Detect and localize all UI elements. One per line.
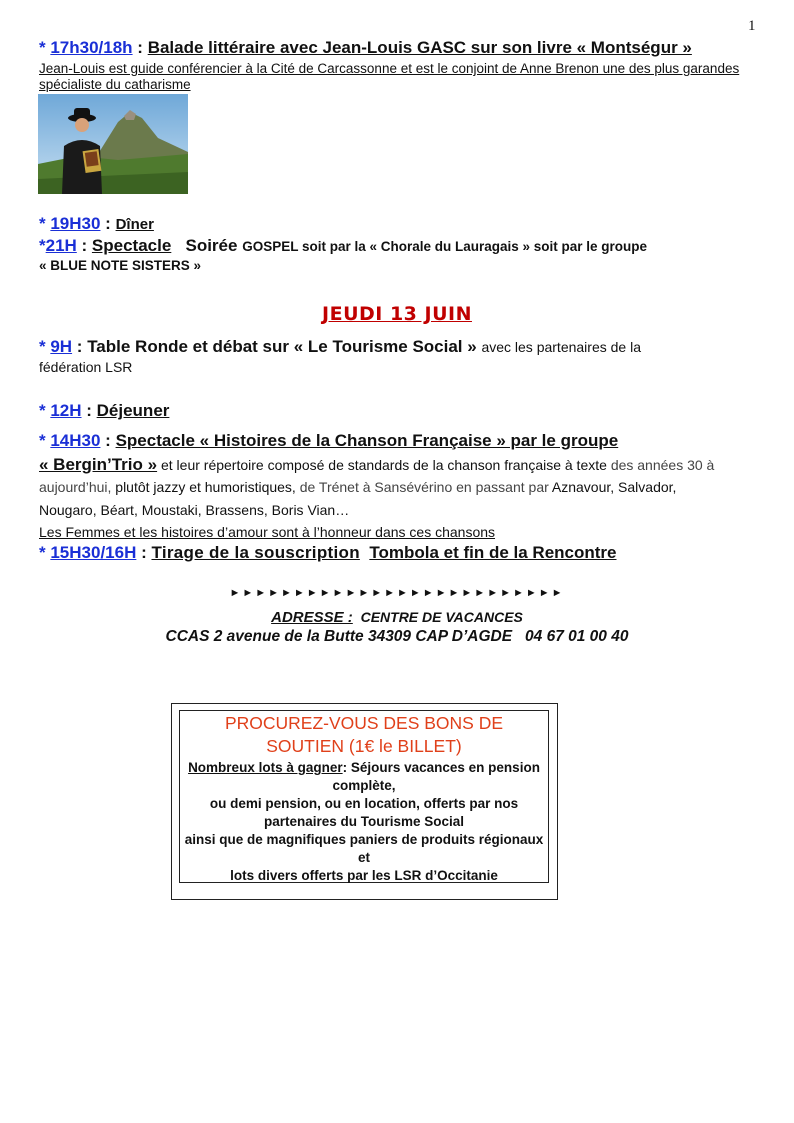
chanson-line-2b: des années 30 à — [610, 457, 715, 473]
chanson-time: 14H30 — [50, 431, 101, 450]
chanson-line-2 — [39, 455, 714, 475]
box-line-4: partenaires du Tourisme Social — [263, 814, 465, 829]
box-line-5: ainsi que de magnifiques paniers de produits régionaux et — [184, 832, 544, 865]
chanson-line-3d: à Sansévérino en passant par — [362, 479, 549, 495]
address-line-1 — [0, 609, 794, 626]
box-line-2: complète, — [332, 778, 396, 793]
chanson-title: Spectacle « Histoires de la Chanson Française » par le groupe — [115, 431, 619, 450]
chanson-line-4: Nougaro, Béart, Moustaki, Brassens, Boris Vian… — [39, 502, 350, 518]
table-ronde-rest: avec les partenaires de la — [481, 339, 641, 355]
spectacle-line: *21H : Spectacle Soirée GOSPEL soit par la « Chorale du Lauragais » soit par le groupe — [39, 236, 648, 255]
address-phone: 04 67 01 00 40 — [525, 628, 629, 645]
spectacle-detail: GOSPEL soit par la « Chorale du Lauragais » soit par le groupe — [242, 239, 648, 254]
chanson-line-3e: Aznavour, Salvador, — [551, 479, 677, 495]
dejeuner-time: 12H — [50, 401, 82, 420]
chanson-line-3 — [39, 479, 676, 495]
chanson-line-3b: plutôt jazzy et humoristiques, — [115, 479, 296, 495]
bullet: * — [39, 38, 51, 57]
tirage-title-2: Tombola et fin de la Rencontre — [369, 543, 617, 562]
chanson-line-3c: de Trénet — [299, 479, 359, 495]
spectacle-detail-2: « BLUE NOTE SISTERS » — [39, 258, 202, 273]
diner-title: Dîner — [115, 216, 154, 233]
box-line-1-text: : Séjours vacances en pension — [342, 760, 540, 775]
soiree-label: Soirée — [185, 236, 238, 255]
page-number: 1 — [748, 18, 756, 34]
dejeuner-title: Déjeuner — [96, 401, 170, 420]
address-label: ADRESSE : — [271, 609, 353, 626]
address-line-2 — [0, 628, 794, 646]
box-body — [180, 759, 548, 885]
chanson-group: « Bergin’Trio » — [39, 455, 158, 474]
box-line-1 — [180, 759, 548, 777]
tirage-title: Tirage de la souscription — [151, 543, 360, 562]
tirage-time: 15H30/16H — [50, 543, 137, 562]
chanson-line-2a: et leur répertoire composé de standards de la chanson française à texte — [160, 457, 607, 473]
chanson-line-5: Les Femmes et les histoires d’amour sont à l’honneur dans ces chansons — [39, 524, 496, 540]
table-ronde-rest-2: fédération LSR — [39, 359, 133, 375]
address-street: CCAS 2 avenue de la Butte 34309 CAP D’AGDE — [165, 628, 513, 645]
spectacle-label: Spectacle — [91, 236, 172, 255]
balade-description: Jean-Louis est guide conférencier à la Cité de Carcassonne et est le conjoint de Anne Brenon une des plus garandes spécialiste du catharisme — [39, 61, 740, 92]
diner-time: 19H30 — [50, 214, 101, 233]
balade-title: Balade littéraire avec Jean-Louis GASC sur son livre « Montségur » — [147, 38, 692, 57]
day-heading: JEUDI 13 JUIN — [322, 303, 472, 325]
tirage-line: * 15H30/16H : Tirage de la souscription Tombola et fin de la Rencontre — [39, 543, 617, 562]
table-ronde-time: 9H — [50, 337, 73, 356]
table-ronde-title: Table Ronde et débat sur « Le Tourisme Social » — [87, 337, 477, 356]
diner-line: * 19H30 : Dîner — [39, 214, 154, 233]
dejeuner-line: * 12H : Déjeuner — [39, 401, 170, 420]
photo-illustration — [38, 94, 188, 194]
box-title-1: PROCUREZ-VOUS DES BONS DE — [224, 713, 504, 733]
chanson-line-3a: aujourd’hui, — [39, 479, 112, 495]
balade-time: 17h30/18h — [50, 38, 133, 57]
souscription-box — [179, 710, 549, 883]
photo-guide-montsegur — [38, 94, 188, 194]
box-title-2: SOUTIEN (1€ le BILLET) — [266, 736, 462, 756]
box-line-6: lots divers offerts par les LSR d’Occitanie — [230, 868, 498, 883]
spectacle-time: 21H — [45, 236, 77, 255]
arrow-divider: ►►►►►►►►►►►►►►►►►►►►►►►►►► — [229, 587, 565, 599]
box-lead: Nombreux lots à gagner — [188, 760, 343, 775]
chanson-line: * 14H30 : Spectacle « Histoires de la Chanson Française » par le groupe — [39, 431, 619, 450]
box-line-3: ou demi pension, ou en location, offerts par nos — [209, 796, 519, 811]
balade-line: * 17h30/18h : Balade littéraire avec Jean-Louis GASC sur son livre « Montségur » — [39, 38, 692, 57]
table-ronde-line: * 9H : Table Ronde et débat sur « Le Tourisme Social » avec les partenaires de la — [39, 337, 641, 356]
address-centre: CENTRE DE VACANCES — [360, 609, 523, 625]
